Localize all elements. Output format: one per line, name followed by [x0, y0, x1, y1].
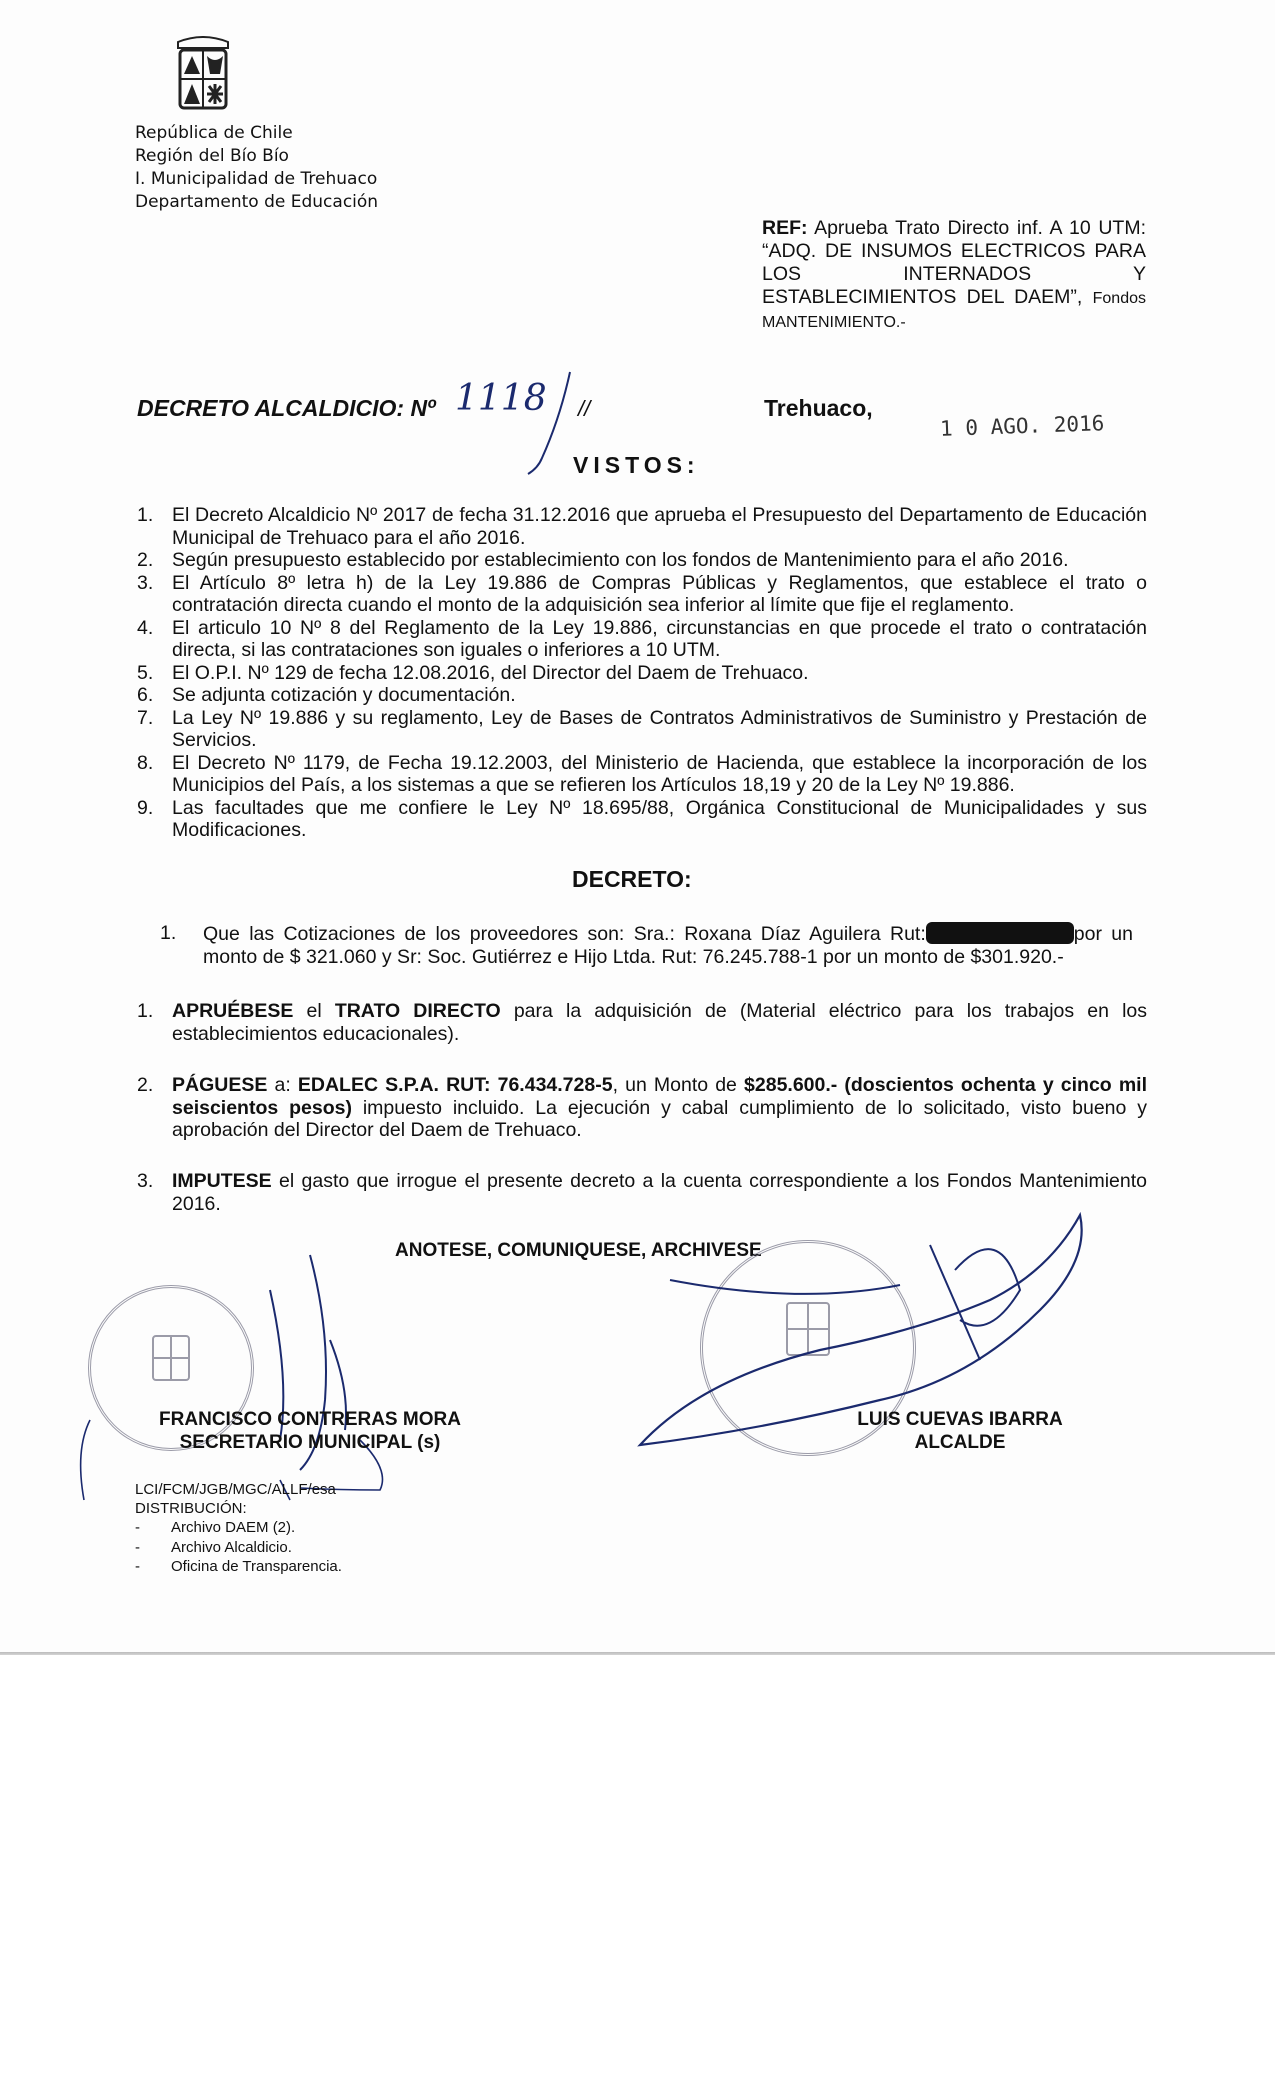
list-number: 1. — [137, 504, 154, 526]
list-item — [137, 752, 1147, 797]
list-item: - Oficina de Transparencia. — [135, 1557, 342, 1577]
list-number: 3. — [137, 1170, 154, 1192]
distribution-list — [135, 1518, 342, 1577]
list-text: Según presupuesto establecido por establecimiento con los fondos de Mantenimiento para el año 2016. — [172, 549, 1069, 571]
imputese-text: el gasto que irrogue el presente decreto a la cuenta correspondiente a los Fondos Mantenimiento 2016. — [172, 1170, 1147, 1215]
issuer-line: I. Municipalidad de Trehuaco — [135, 169, 378, 189]
issuer-line: Departamento de Educación — [135, 192, 379, 212]
secretary-signature-block — [130, 1408, 490, 1454]
blank-area — [0, 1655, 1275, 2100]
list-number: 9. — [137, 796, 154, 819]
list-number: 1. — [137, 1000, 154, 1022]
handwritten-slash-mark — [520, 368, 580, 478]
mayor-signature-block — [835, 1408, 1085, 1454]
ref-text: Aprueba Trato Directo inf. A 10 UTM: “ADQ. DE INSUMOS ELECTRICOS PARA LOS INTERNADOS Y ESTABLECIMIENTOS DEL DAEM”, — [762, 217, 1146, 308]
trato-directo-keyword: TRATO DIRECTO — [334, 1000, 501, 1022]
list-text: Las facultades que me confiere le Ley Nº 18.695/88, Orgánica Constitucional de Municipalidades y sus Modificaciones. — [172, 796, 1147, 841]
payment-amount: $285.600.- (doscientos ochenta y cinco mil seiscientos pesos) — [172, 1074, 1147, 1119]
ref-fund: Fondos MANTENIMIENTO.- — [762, 290, 1146, 331]
issuer-line: República de Chile — [135, 123, 293, 143]
list-number: 1. — [160, 922, 177, 944]
imputese-keyword: IMPUTESE — [172, 1170, 272, 1192]
mayor-role: ALCALDE — [914, 1432, 1006, 1453]
list-item: - Archivo Alcaldicio. — [135, 1538, 342, 1558]
vistos-heading: VISTOS: — [573, 452, 700, 478]
mayor-name: LUIS CUEVAS IBARRA — [857, 1409, 1063, 1430]
list-text: El O.P.I. Nº 129 de fecha 12.08.2016, del Director del Daem de Trehuaco. — [172, 661, 809, 684]
municipal-crest-icon — [170, 36, 236, 116]
imputese-paragraph — [137, 1170, 1147, 1215]
list-item — [137, 707, 1147, 752]
list-text: El Artículo 8º letra h) de la Ley 19.886 de Compras Públicas y Reglamentos, que establece el trato o contratación directa cuando el monto de la adquisición sea inferior al límite que fije el reglamento. — [172, 571, 1147, 616]
decree-place: Trehuaco, — [764, 395, 873, 421]
list-item — [137, 684, 1147, 707]
cotizacion-text-end: por un monto de $ 321.060 y Sr: Soc. Gutiérrez e Hijo Ltda. Rut: 76.245.788-1 por un monto de $301.920.- — [203, 923, 1133, 968]
secretary-role: SECRETARIO MUNICIPAL (s) — [179, 1432, 441, 1453]
apruebese-text: el — [293, 1000, 335, 1022]
list-text: El articulo 10 Nº 8 del Reglamento de la Ley 19.886, circunstancias en que procede el trato o contratación directa, si las contrataciones son iguales o inferiores a 10 UTM. — [172, 616, 1147, 661]
paguese-text-end: impuesto incluido. La ejecución y cabal cumplimiento de lo solicitado, visto bueno y aprobación del Director del Daem de Trehuaco. — [172, 1096, 1147, 1141]
cotizacion-text-start: Que las Cotizaciones de los proveedores son: Sra.: Roxana Díaz Aguilera Rut: — [203, 923, 926, 945]
apruebese-paragraph — [137, 1000, 1147, 1045]
redaction-bar — [926, 922, 1074, 944]
supplier-name: EDALEC S.P.A. RUT: 76.434.728-5 — [297, 1074, 613, 1096]
list-item — [137, 504, 1147, 549]
cotizacion-paragraph — [160, 922, 1133, 968]
list-number: 4. — [137, 616, 154, 639]
decree-slashes: // — [578, 396, 591, 421]
list-text: El Decreto Alcaldicio Nº 2017 de fecha 31.12.2016 que aprueba el Presupuesto del Departamento de Educación Municipal de Trehuaco para el año 2016. — [172, 504, 1147, 549]
list-item — [137, 572, 1147, 617]
paguese-text-mid: , un Monto de — [612, 1074, 745, 1096]
reference-block — [762, 217, 1146, 334]
list-number: 3. — [137, 571, 154, 594]
handwritten-decree-number: 1118 — [455, 378, 547, 419]
list-number: 2. — [137, 549, 154, 571]
list-item — [137, 549, 1147, 572]
list-number: 5. — [137, 661, 154, 684]
issuer-block — [135, 122, 378, 214]
paguese-keyword: PÁGUESE — [172, 1074, 268, 1096]
paguese-paragraph — [137, 1074, 1147, 1142]
ref-label: REF: — [762, 217, 808, 239]
decreto-heading: DECRETO: — [572, 866, 692, 892]
list-item: - Archivo DAEM (2). — [135, 1518, 342, 1538]
list-number: 7. — [137, 706, 154, 729]
apruebese-keyword: APRUÉBESE — [172, 1000, 294, 1022]
issuer-line: Región del Bío Bío — [135, 146, 289, 166]
list-number: 2. — [137, 1074, 154, 1096]
date-stamp: 1 0 AGO. 2016 — [939, 411, 1105, 441]
decree-title: DECRETO ALCALDICIO: Nº — [137, 395, 436, 421]
initials-line: LCI/FCM/JGB/MGC/ALLF/esa — [135, 1481, 336, 1498]
secretary-name: FRANCISCO CONTRERAS MORA — [159, 1409, 461, 1430]
list-item — [137, 797, 1147, 842]
list-text: El Decreto Nº 1179, de Fecha 19.12.2003, del Ministerio de Hacienda, que establece la incorporación de los Municipios del País, a los sistemas a que se refieren los Artículos 18,19 y 20 de la Ley Nº 19.886. — [172, 751, 1147, 796]
apruebese-text-end: para la adquisición de (Material eléctrico para los trabajos en los establecimientos educacionales). — [172, 1000, 1147, 1045]
vistos-list — [137, 504, 1147, 842]
list-item — [137, 617, 1147, 662]
list-text: La Ley Nº 19.886 y su reglamento, Ley de Bases de Contratos Administrativos de Suministro y Prestación de Servicios. — [172, 706, 1147, 751]
closing-formula: ANOTESE, COMUNIQUESE, ARCHIVESE — [395, 1240, 762, 1261]
list-item — [137, 662, 1147, 685]
list-text: Se adjunta cotización y documentación. — [172, 684, 516, 706]
list-number: 6. — [137, 684, 154, 706]
paguese-text: a: — [267, 1074, 298, 1096]
distribution-heading: DISTRIBUCIÓN: — [135, 1500, 247, 1517]
list-number: 8. — [137, 751, 154, 774]
